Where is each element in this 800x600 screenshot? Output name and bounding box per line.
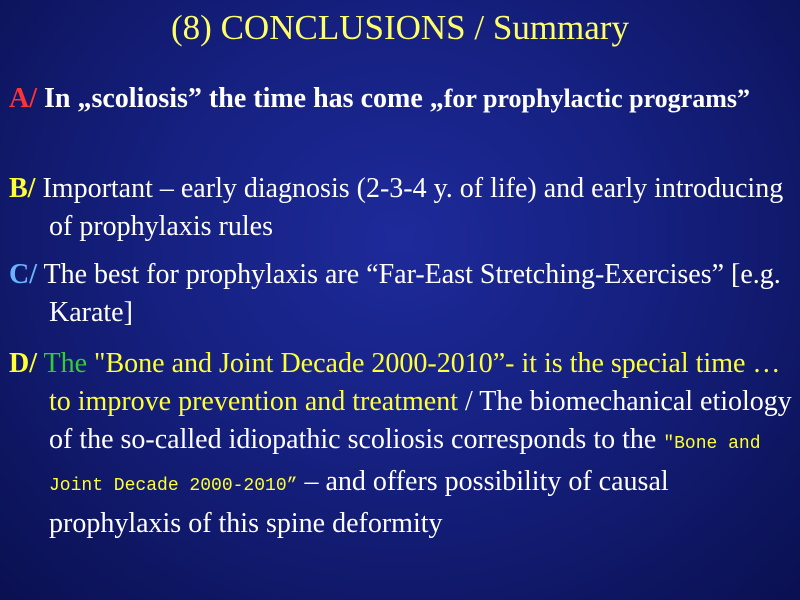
item-b-marker: B/	[9, 173, 36, 204]
item-c-marker: C/	[9, 259, 37, 290]
item-d-end: – and offers possibility of causal prophylaxis of this spine deformity	[49, 466, 669, 539]
item-a-marker: A/	[9, 83, 37, 114]
item-a-text-1: In „scoliosis” the time has come „	[37, 83, 444, 114]
item-d-rest: / The biomechanical etiology of the so-called idiopathic scoliosis corresponds to the	[49, 386, 792, 455]
item-d-the: The	[37, 348, 88, 379]
conclusion-item-c	[9, 256, 799, 332]
conclusion-item-a	[9, 80, 799, 118]
conclusion-item-d	[9, 345, 799, 543]
item-d-marker: D/	[9, 348, 37, 379]
conclusion-item-b	[9, 170, 799, 246]
item-a-text-2: for prophylactic programs”	[443, 84, 750, 113]
item-b-text: Important – early diagnosis (2-3-4 y. of life) and early introducing of prophylaxis rules	[35, 173, 784, 242]
slide-title: (8) CONCLUSIONS / Summary	[171, 8, 629, 47]
item-d-mono: "Bone and Joint Decade 2000-2010”	[49, 434, 761, 496]
item-d-highlight: "Bone and Joint Decade 2000-2010”- it is the special time … to improve prevention and treatment	[49, 348, 781, 417]
item-c-text: The best for prophylaxis are “Far-East Stretching-Exercises” [e.g. Karate]	[37, 259, 781, 328]
